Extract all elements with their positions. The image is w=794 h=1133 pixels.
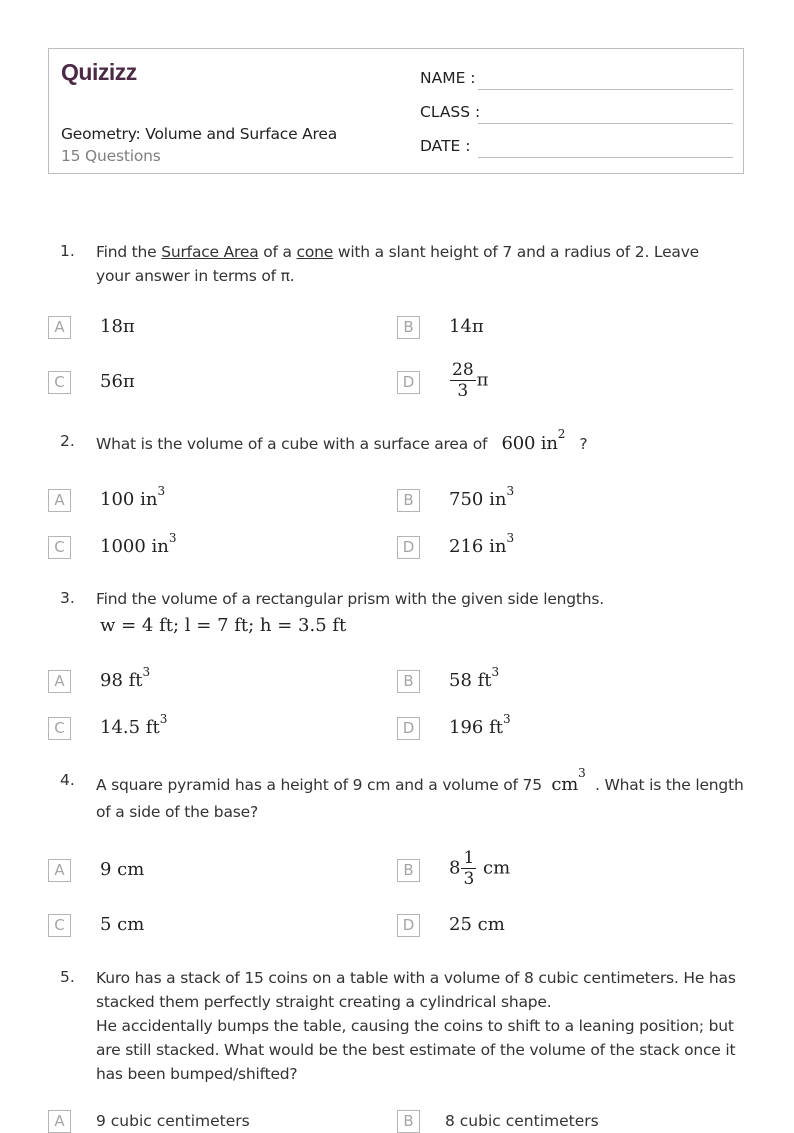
q1-text-b: of a (258, 243, 297, 261)
question-1-number: 1. (60, 242, 75, 260)
q1-text-a: Find the (96, 243, 162, 261)
q3-option-d-value (449, 712, 511, 739)
question-4-text (96, 766, 748, 826)
q4-option-b-value (449, 848, 510, 889)
q2-option-a-box[interactable]: A (48, 489, 71, 512)
q4-option-d-box[interactable]: D (397, 914, 420, 937)
q2-option-b-box[interactable]: B (397, 489, 420, 512)
q2-math-base: 600 in (501, 433, 558, 454)
q3-option-a-value (100, 665, 151, 692)
q5-option-a-box[interactable]: A (48, 1110, 71, 1133)
q3-c-base: 14.5 ft (100, 717, 160, 738)
q1-d-suffix: π (476, 369, 489, 391)
q3-option-b-box[interactable]: B (397, 670, 420, 693)
q3-c-exp: 3 (159, 712, 168, 726)
q2-option-b-value (449, 484, 515, 511)
q2-text: What is the volume of a cube with a surface area of (96, 435, 488, 453)
question-3-number: 3. (60, 589, 75, 607)
worksheet-title: Geometry: Volume and Surface Area (61, 125, 338, 143)
q2-c-exp: 3 (168, 531, 177, 545)
q1-option-d-box[interactable]: D (397, 371, 420, 394)
q2-option-d-box[interactable]: D (397, 536, 420, 559)
q3-b-base: 58 ft (449, 670, 492, 691)
date-line[interactable] (478, 157, 733, 158)
q4-math-base: cm (551, 774, 579, 795)
q3-a-base: 98 ft (100, 670, 143, 691)
q3-option-a-box[interactable]: A (48, 670, 71, 693)
q2-option-d-value (449, 531, 515, 558)
q3-b-exp: 3 (491, 665, 500, 679)
question-1-text (96, 240, 736, 288)
q3-option-b-value (449, 665, 500, 692)
question-2-number: 2. (60, 432, 75, 450)
q4-option-c-value: 5 cm (100, 914, 145, 935)
q4-text-end: . What is the length of a side of the base? (96, 776, 744, 821)
q5-option-a-value: 9 cubic centimeters (96, 1112, 250, 1130)
q4-b-whole: 8 (449, 857, 461, 879)
q5-option-b-box[interactable]: B (397, 1110, 420, 1133)
q4-b-fraction (461, 848, 476, 889)
question-count: 15 Questions (61, 147, 161, 165)
q2-a-base: 100 in (100, 489, 158, 510)
q1-option-d-value (449, 360, 488, 401)
q1-d-fraction (450, 360, 476, 401)
q1-option-a-value: 18π (100, 316, 135, 337)
name-line[interactable] (478, 89, 733, 90)
q4-option-b-box[interactable]: B (397, 859, 420, 882)
q2-d-exp: 3 (506, 531, 515, 545)
q1-option-b-box[interactable]: B (397, 316, 420, 339)
q1-term-cone: cone (296, 243, 334, 261)
date-label: DATE : (420, 137, 471, 155)
q1-term-surface-area: Surface Area (161, 243, 259, 261)
q2-option-c-value (100, 531, 177, 558)
q2-option-a-value (100, 484, 166, 511)
class-field[interactable] (420, 103, 733, 127)
q5-text-1: Kuro has a stack of 15 coins on a table with a volume of 8 cubic centimeters. He has stacked them perfectly straight creating a cylindrical shape. (96, 969, 736, 1011)
class-line[interactable] (478, 123, 733, 124)
question-4-number: 4. (60, 771, 75, 789)
q1-option-a-box[interactable]: A (48, 316, 71, 339)
q3-option-c-box[interactable]: C (48, 717, 71, 740)
q5-option-b-value: 8 cubic centimeters (445, 1112, 599, 1130)
q1-d-numerator: 28 (452, 360, 474, 380)
q2-math (501, 427, 566, 454)
question-5-number: 5. (60, 968, 75, 986)
q5-text-2: He accidentally bumps the table, causing the coins to shift to a leaning position; but are still stacked. What would be the best estimate of the volume of the stack once it has been bumped/shifted? (96, 1017, 736, 1083)
q2-a-exp: 3 (157, 484, 166, 498)
quizizz-logo (61, 59, 151, 87)
question-2-text (96, 427, 748, 456)
q4-option-d-value: 25 cm (449, 914, 505, 935)
class-label: CLASS : (420, 103, 481, 121)
q3-a-exp: 3 (142, 665, 151, 679)
q3-option-d-box[interactable]: D (397, 717, 420, 740)
question-3-text: Find the volume of a rectangular prism with the given side lengths. (96, 590, 605, 608)
q4-b-suffix: cm (483, 857, 511, 879)
q4-math-exp: 3 (578, 766, 586, 780)
logo-text: Quizizz (61, 59, 137, 85)
worksheet-header (48, 48, 744, 174)
q1-d-denominator: 3 (457, 381, 469, 401)
q4-math (551, 766, 586, 795)
q2-d-base: 216 in (449, 536, 507, 557)
q2-b-base: 750 in (449, 489, 507, 510)
q3-d-base: 196 ft (449, 717, 503, 738)
question-5-text (96, 966, 746, 1086)
name-label: NAME : (420, 69, 476, 87)
q2-b-exp: 3 (506, 484, 515, 498)
q4-b-numerator: 1 (463, 848, 475, 868)
q4-option-c-box[interactable]: C (48, 914, 71, 937)
q2-text-end: ? (579, 435, 588, 453)
q4-option-a-box[interactable]: A (48, 859, 71, 882)
q3-d-exp: 3 (502, 712, 511, 726)
q1-option-b-value: 14π (449, 316, 484, 337)
question-3-math: w = 4 ft; l = 7 ft; h = 3.5 ft (100, 615, 347, 636)
q4-text: A square pyramid has a height of 9 cm and a volume of 75 (96, 776, 542, 794)
q2-c-base: 1000 in (100, 536, 169, 557)
q2-math-exp: 2 (557, 427, 566, 441)
name-field[interactable] (420, 69, 733, 93)
q4-option-a-value: 9 cm (100, 859, 145, 880)
q1-text-c: with a slant height of 7 and a radius of 2. Leave your answer in terms of π. (96, 243, 700, 285)
q2-option-c-box[interactable]: C (48, 536, 71, 559)
date-field[interactable] (420, 137, 733, 161)
q1-option-c-box[interactable]: C (48, 371, 71, 394)
q3-option-c-value (100, 712, 168, 739)
q1-option-c-value: 56π (100, 371, 135, 392)
q4-b-denominator: 3 (463, 869, 475, 889)
